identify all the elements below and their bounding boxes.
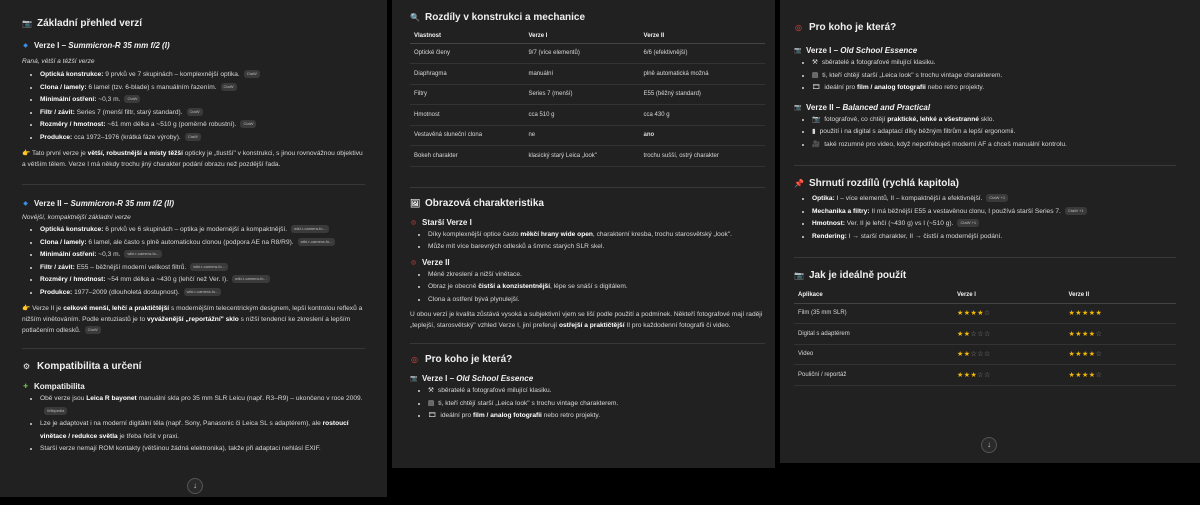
item-text: Může mít více barevných odlesků a šmrnc starých SLR skel. (428, 243, 605, 250)
table-cell: 9/7 (více elementů) (524, 43, 639, 64)
list-item (40, 274, 365, 287)
section-title-differences: 🔍 Rozdíly v konstrukci a mechanice (410, 12, 586, 23)
source-tag[interactable]: CtaW (240, 120, 256, 128)
table-cell: 6/6 (efektivnější) (640, 43, 765, 64)
rating-cell (1064, 324, 1176, 345)
item-label: Clona / lamely: (40, 83, 87, 91)
list-item (812, 139, 1176, 152)
list-item (812, 126, 1176, 139)
item-label: Filtr / závit: (40, 108, 75, 116)
table-cell: ano (640, 125, 765, 146)
table-header-cell: Vlastnost (410, 29, 524, 43)
table-cell: Series 7 (menší) (524, 84, 639, 105)
verze2-heading: ◆ Verze II – Summicron-R 35 mm f/2 (II) (23, 199, 175, 208)
item-label: Produkce: (40, 288, 73, 296)
camera-icon: 📷 (794, 104, 802, 111)
hand-icon: 👉 (22, 150, 31, 157)
verze2-note: 👉 Verze II je celkově menší, lehčí a praktičtější s modernějším telecentrickým designem, lepší kontrolou reflexů a nižším vinětováním. Podle entuziastů je to vyváženější „reportážní" sklo s nižší tendencí ke zkreslení a lepším potlačením odlesků. CtaW (22, 305, 363, 334)
hand-icon: 👉 (22, 305, 31, 312)
blue-diamond-icon: ◆ (23, 43, 28, 49)
section-title-usage: 📷 Jak je ideálně použít (794, 270, 907, 281)
pin-icon: 📌 (794, 179, 804, 188)
new-version-heading: ◎ Verze II (410, 257, 450, 267)
rating-cell (953, 365, 1065, 386)
table-cell: manuální (524, 64, 639, 85)
rating-stars-empty: ☆ (1095, 330, 1103, 338)
rating-stars-empty: ☆☆ (977, 371, 991, 379)
scroll-down-button[interactable]: ↓ (981, 437, 997, 453)
list-item (40, 82, 365, 95)
item-text: , lépe se snáší s digitálem. (550, 283, 628, 290)
who-v1-list (410, 385, 765, 423)
who-v1-heading: 📷 Verze I – Old School Essence (794, 46, 918, 55)
target-icon: ◎ (410, 219, 417, 226)
item-text: 6 lamel (tzv. 6-blade) s manuálním řazením. (86, 83, 217, 91)
item-text: ~54 mm délka a ~430 g (lehčí než Ver. I). (105, 276, 228, 283)
source-tag[interactable]: wiki.r-camera-fo... (298, 238, 336, 246)
item-bold: rostoucí vinětace / redukce světla (40, 420, 349, 440)
table-header-cell: Verze II (640, 29, 765, 43)
table-row (410, 105, 765, 126)
source-tag[interactable]: CtaW (221, 83, 237, 91)
table-cell: Diaphragma (410, 64, 524, 85)
list-item (40, 249, 365, 262)
item-text: sběratelé a fotografové milující klasiku. (821, 59, 936, 66)
old-version-list (410, 229, 765, 254)
table-row (410, 43, 765, 64)
table-cell: Vestavěná sluneční clona (410, 125, 524, 146)
table-cell: cca 510 g (524, 105, 639, 126)
source-tag[interactable]: CtaW (187, 108, 203, 116)
source-tag[interactable]: wiki.r-camera-fo... (291, 225, 329, 233)
rating-cell (1064, 344, 1176, 365)
camera-icon: 📷 (410, 376, 418, 382)
tools-icon: ⚒ (812, 59, 818, 66)
film-icon: 🎞 (812, 84, 821, 91)
source-tag[interactable]: wiki.r-camera-fo... (124, 250, 162, 258)
item-text: fotografové, co chtějí (824, 115, 888, 123)
item-label: Rozměry / hmotnost: (40, 121, 106, 128)
item-text: 6 prvků ve 6 skupinách – optika je modernější a kompaktnější. (103, 226, 288, 233)
table-row (410, 84, 765, 105)
list-item (40, 69, 365, 82)
item-label: Rendering: (812, 232, 847, 240)
table-cell: klasický starý Leica „look" (524, 146, 639, 167)
verze1-heading: ◆ Verze I – Summicron-R 35 mm f/2 (I) (23, 41, 170, 50)
list-item (40, 237, 365, 250)
table-cell: Filtry (410, 84, 524, 105)
chat-panel-right[interactable] (780, 0, 1200, 463)
table-cell: Video (794, 344, 953, 365)
source-tag[interactable]: CtaW +1 (986, 194, 1008, 202)
item-text: Lze je adaptovat i na moderní digitální těla (např. Sony, Panasonic či Leica SL s adaptérem), ale (40, 420, 323, 427)
list-item (812, 193, 1176, 206)
list-item (428, 294, 765, 307)
summary-list (794, 193, 1176, 243)
list-item (428, 241, 765, 254)
item-label: Minimální ostření: (40, 251, 97, 258)
item-text: také rozumné pro video, když nepotřebuješ moderní AF a chceš manuální kontrolu. (824, 140, 1067, 148)
rating-stars: ★★ (956, 330, 971, 338)
rating-cell (1064, 303, 1176, 324)
table-cell: cca 430 g (640, 105, 765, 126)
list-item (40, 224, 365, 237)
source-tag[interactable]: CtaW +1 (957, 219, 979, 227)
list-item (40, 418, 365, 443)
item-text: Ver. II je lehčí (~430 g) vs I (~510 g). (844, 220, 954, 227)
table-row (794, 324, 1176, 345)
table-cell: plně automatická možná (640, 64, 765, 85)
who-v1-list (794, 57, 1176, 95)
item-text: ~0,3 m. (96, 96, 121, 103)
target-icon: ◎ (795, 23, 802, 32)
item-text: 6 lamel, ale často s plně automatickou clonou (podpora AE na R8/R9). (86, 238, 294, 246)
item-text: Díky komplexnější optice často (428, 230, 521, 238)
blue-diamond-icon: ◆ (23, 201, 28, 207)
item-text: I – více elementů, II – kompaktnější a efektivnější. (834, 195, 983, 202)
item-text: ideální pro (440, 412, 473, 419)
item-text: ~61 mm délka a ~510 g (poměrně robustní). (105, 121, 237, 128)
item-label: Optika: (812, 195, 835, 202)
camera-icon: 📷 (812, 115, 821, 123)
magnifier-icon: 🔍 (410, 13, 420, 22)
table-cell: Film (35 mm SLR) (794, 303, 953, 324)
list-item (40, 262, 365, 275)
table-header-cell: Verze II (1064, 287, 1176, 303)
target-icon: ◎ (410, 259, 417, 266)
camera-icon: 📷 (794, 48, 802, 54)
list-item (40, 107, 365, 120)
list-item (428, 385, 765, 398)
source-tag[interactable]: wiki.r-camera-fo... (232, 275, 270, 283)
target-icon: ◎ (411, 355, 418, 364)
table-row (794, 365, 1176, 386)
table-cell: Optické členy (410, 43, 524, 64)
section-title-image: 🖼 Obrazová charakteristika (410, 197, 544, 209)
section-title-who: ◎ Pro koho je která? (411, 354, 513, 365)
table-row (794, 303, 1176, 324)
item-text: ti, kteří chtějí starší „Leica look" s trochu vintage charakterem. (822, 71, 1003, 79)
item-text: manuální skla pro 35 mm SLR Leicu (např. R3–R9) – ukončeno v roce 2009. (136, 395, 363, 402)
rating-cell (953, 344, 1065, 365)
item-text: použití i na digital s adaptací díky běžným filtrům a lepší ergonomii. (819, 128, 1016, 135)
table-cell: Hmotnost (410, 105, 524, 126)
list-item (40, 94, 365, 107)
item-text: sběratelé a fotografové milující klasiku. (437, 387, 552, 394)
list-item (812, 57, 1176, 70)
list-item (40, 119, 365, 132)
scroll-down-button[interactable]: ↓ (187, 478, 203, 494)
item-bold: Leica R bayonet (86, 395, 137, 402)
item-text: Clona a ostření bývá plynulejší. (428, 295, 520, 303)
puzzle-icon: ✚ (22, 384, 29, 390)
item-text: Obraz je obecně (428, 283, 479, 290)
item-bold: čistší a konzistentnější (478, 283, 551, 290)
list-item (812, 231, 1176, 244)
table-cell: ne (524, 125, 639, 146)
picture-icon: 🖼 (410, 198, 421, 208)
source-tag[interactable]: wiki.r-camera-fo... (184, 288, 222, 296)
tools-icon: ⚒ (428, 387, 434, 394)
verze2-subtitle: Novější, kompaktnější základní verze (22, 214, 131, 221)
item-label: Rozměry / hmotnost: (40, 276, 106, 283)
item-text: sklo. (978, 115, 995, 123)
item-label: Filtr / závit: (40, 263, 75, 271)
list-item (40, 132, 365, 145)
verze1-subtitle: Raná, větší a těžší verze (22, 58, 95, 65)
gear-icon: ⚙ (22, 362, 31, 371)
source-tag[interactable]: Wikipedia (44, 407, 67, 415)
item-text: 1977–2009 (dlouholetá dostupnost). (72, 288, 180, 296)
new-version-list (410, 269, 765, 307)
rating-stars-empty: ☆☆☆ (970, 351, 991, 359)
table-header-cell: Verze I (953, 287, 1065, 303)
rating-stars: ★★★★ (1068, 351, 1096, 359)
item-text: Starší verze nemají ROM kontakty (většinou žádná elektronika), takže při adaptaci nehlásí EXIF. (40, 445, 321, 452)
verze1-note: 👉 Tato první verze je větší, robustnější a místy těžší opticky je „tlustší" v konstrukci, s jinou rovnovážnou objektivu a větším tělem. Verze I má někdy trochu jiný charakter podání obrazu než pozdější řada. (22, 150, 363, 168)
list-item (428, 410, 765, 423)
table-cell: E55 (běžný standard) (640, 84, 765, 105)
item-text: 9 prvků ve 7 skupinách – komplexnější optika. (103, 71, 240, 78)
item-text: je třeba řešit v praxi. (117, 432, 179, 440)
item-text: nebo retro projekty. (541, 412, 601, 419)
source-tag[interactable]: CtaW (85, 326, 101, 334)
verze2-spec-list (22, 224, 365, 299)
source-tag[interactable]: CtaW (244, 70, 260, 78)
source-tag[interactable]: wiki.r-camera-fo... (190, 263, 228, 271)
rating-stars: ★★★★★ (1068, 310, 1103, 318)
old-version-heading: ◎ Starší Verze I (410, 217, 472, 227)
camera-icon: 📷 (22, 19, 32, 28)
rating-cell (953, 324, 1065, 345)
list-item (812, 206, 1176, 219)
camera-icon: ▤ (428, 399, 435, 407)
source-tag[interactable]: CtaW (185, 133, 201, 141)
table-row (410, 64, 765, 85)
item-text: , charakterní kresba, trochu starosvětský „look". (592, 230, 732, 238)
rating-stars: ★★★★ (1068, 371, 1096, 379)
item-text: cca 1972–1976 (krátká fáze výroby). (72, 133, 181, 141)
usage-table (794, 287, 1176, 386)
table-cell: trochu sušší, ostrý charakter (640, 146, 765, 167)
item-text: ti, kteří chtějí starší „Leica look" s trochu vintage charakterem. (438, 399, 619, 407)
video-icon: 🎥 (812, 140, 821, 148)
rating-stars-empty: ☆ (1095, 371, 1103, 379)
table-row (410, 125, 765, 146)
table-header-cell: Verze I (524, 29, 639, 43)
list-item (812, 70, 1176, 83)
chat-panel-left[interactable] (0, 0, 387, 497)
item-label: Hmotnost: (812, 220, 845, 227)
film-icon: 🎞 (428, 412, 437, 419)
list-item (812, 218, 1176, 231)
rating-stars-empty: ☆☆☆ (970, 330, 991, 338)
list-item (40, 443, 365, 456)
item-bold: film / analog fotografii (473, 412, 542, 419)
item-bold: měkčí hrany wide open (520, 230, 593, 238)
item-label: Minimální ostření: (40, 96, 97, 103)
compat-list (22, 393, 365, 456)
who-v1-heading: 📷 Verze I – Old School Essence (410, 374, 534, 383)
list-item (812, 114, 1176, 127)
list-item (428, 269, 765, 282)
source-tag[interactable]: CtaW +1 (1065, 207, 1087, 215)
rating-stars-empty: ☆ (1095, 351, 1103, 359)
rating-stars: ★★★★ (956, 310, 985, 318)
list-item (428, 281, 765, 294)
item-text: I → starší charakter, II → čistší a modernější podání. (846, 232, 1003, 240)
item-bold: praktické, lehké a všestranné (887, 115, 979, 123)
item-text: E55 – běžnější moderní velikost filtrů. (74, 263, 187, 271)
table-cell: Pouliční / reportáž (794, 365, 953, 386)
list-item (812, 82, 1176, 95)
item-label: Produkce: (40, 133, 73, 141)
table-row (794, 344, 1176, 365)
who-v2-list (794, 114, 1176, 152)
item-text: Méně zkreslení a nižší vinětace. (428, 270, 522, 278)
list-item (428, 229, 765, 242)
camera-icon: ▤ (812, 71, 819, 79)
item-text: Series 7 (menší filtr, starý standard). (74, 108, 183, 116)
rating-stars: ★★★★ (1068, 330, 1096, 338)
rating-stars: ★★★ (956, 371, 978, 379)
chat-panel-middle[interactable] (392, 0, 775, 468)
item-text: Obě verze jsou (40, 395, 87, 402)
item-text: ideální pro (824, 84, 857, 91)
item-bold: film / analog fotografii (857, 84, 926, 91)
item-text: II má běžnější E55 a vestavěnou clonu, I používá starší Series 7. (869, 207, 1061, 215)
list-item (40, 287, 365, 300)
section-title-compat: ⚙ Kompatibilita a určení (22, 361, 142, 372)
who-v2-heading: 📷 Verze II – Balanced and Practical (794, 102, 931, 112)
source-tag[interactable]: CtaW (124, 95, 140, 103)
item-text: ~0,3 m. (96, 251, 121, 258)
item-label: Clona / lamely: (40, 238, 87, 246)
list-item (428, 398, 765, 411)
table-cell: Bokeh charakter (410, 146, 524, 167)
section-title-summary: 📌 Shrnutí rozdílů (rychlá kapitola) (794, 178, 960, 189)
camera-icon: 📷 (794, 271, 804, 280)
table-row (410, 146, 765, 167)
item-label: Mechanika a filtry: (812, 207, 870, 215)
verze1-spec-list (22, 69, 365, 144)
item-label: Optická konstrukce: (40, 71, 104, 78)
rating-stars-empty: ☆ (984, 310, 991, 318)
section-title-who: ◎ Pro koho je která? (795, 22, 897, 33)
compat-heading: ✚ Kompatibilita (22, 382, 85, 391)
section-title-overview: 📷 Základní přehled verzí (22, 18, 143, 29)
rating-cell (953, 303, 1065, 324)
differences-table (410, 29, 765, 167)
item-text: nebo retro projekty. (925, 84, 985, 91)
rating-cell (1064, 365, 1176, 386)
rating-stars: ★★ (956, 351, 971, 359)
list-item (40, 393, 365, 418)
image-summary: U obou verzí je kvalita zůstává vysoká a subjektivní vjem se liší podle použití a podmínek. Někteří fotografové mají raději „teplejší, starosvětský" vzhled Verze I, jiní preferují ostřejší a praktičtější II pro každodenní fotografii či video. (410, 311, 763, 329)
item-label: Optická konstrukce: (40, 226, 104, 233)
phone-icon: ▮ (812, 128, 816, 135)
table-header-cell: Aplikace (794, 287, 953, 303)
table-cell: Digital s adaptérem (794, 324, 953, 345)
